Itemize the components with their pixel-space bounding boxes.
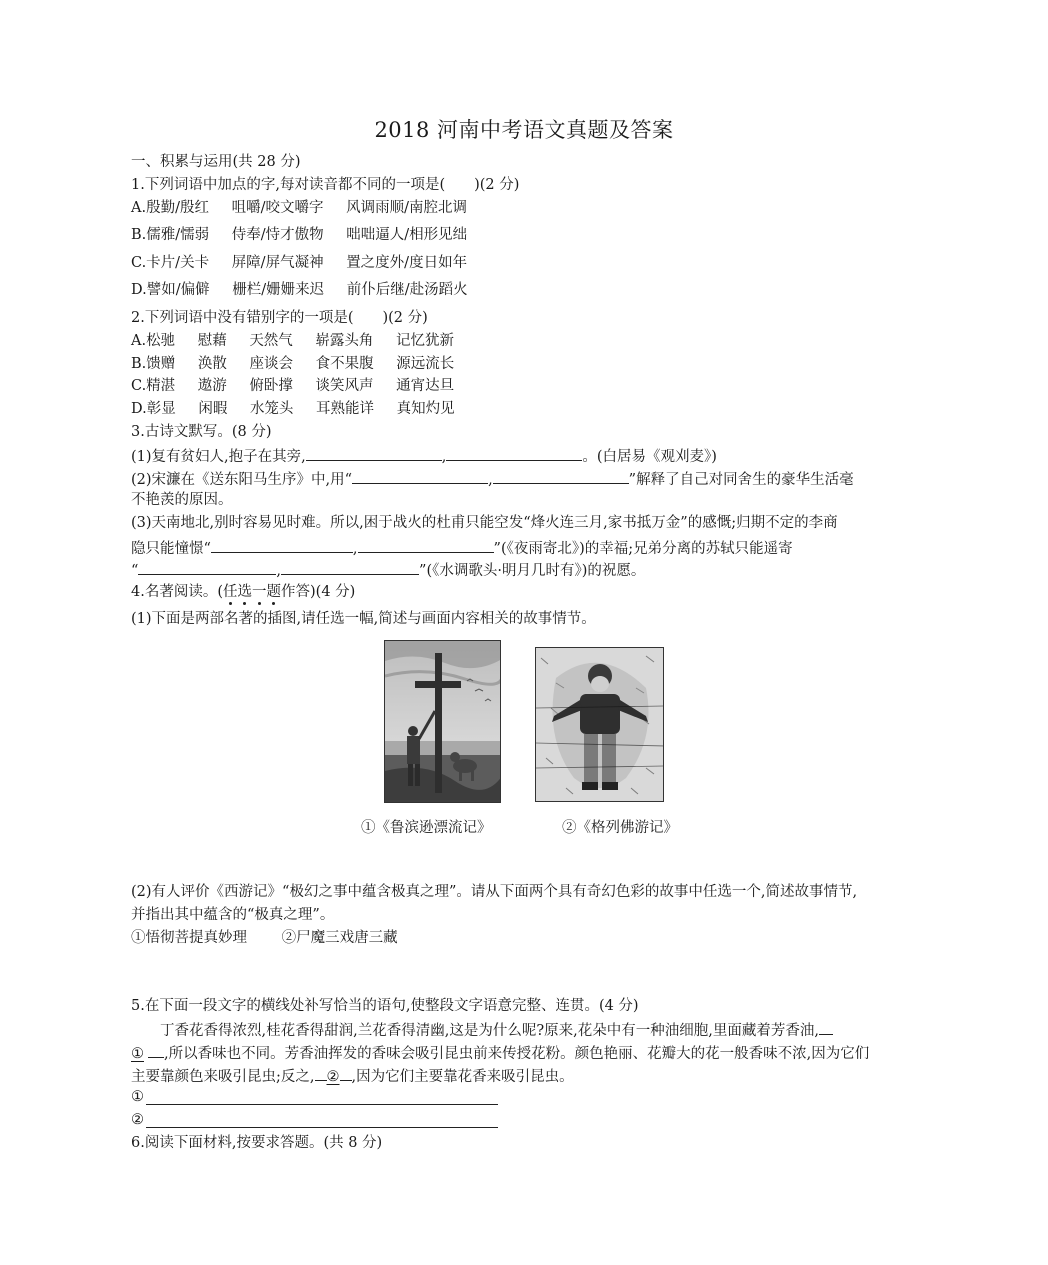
q1-option-d: [131, 281, 468, 299]
q5-answer-2-line[interactable]: [146, 1127, 498, 1128]
answer-blank[interactable]: [138, 560, 276, 575]
comma: ,: [352, 541, 358, 557]
q5-answer-1-label: ①: [131, 1089, 144, 1105]
q2-a-4: 崭露头角: [315, 333, 374, 349]
q2-option-c: [131, 377, 454, 395]
q5-passage-line1: [160, 1020, 833, 1040]
answer-blank[interactable]: [819, 1020, 833, 1035]
q5-passage-line2: [131, 1043, 869, 1063]
q1-option-b: [131, 226, 467, 244]
q3-p3-text-end: ”(《夜雨寄北》)的幸福;兄弟分离的苏轼只能遥寄: [493, 541, 793, 557]
q1-d-3: 前仆后继/赴汤蹈火: [346, 282, 468, 298]
q3-part3-line3: [131, 560, 645, 580]
q5-answer-2-label: ②: [131, 1112, 144, 1128]
q2-option-b: [131, 355, 454, 373]
q2-b-3: 座谈会: [249, 356, 293, 372]
q1-c-3: 置之度外/度日如年: [346, 255, 468, 271]
caption-robinson-crusoe: ①《鲁滨逊漂流记》: [361, 820, 492, 836]
q4-part1: (1)下面是两部名著的插图,请任选一幅,简述与画面内容相关的故事情节。: [131, 611, 596, 627]
q3-part2-cont: 不艳羡的原因。: [131, 492, 233, 508]
q2-a-3: 天然气: [249, 333, 293, 349]
comma: ,: [441, 449, 447, 465]
q3-p2-text: (2)宋濂在《送东阳马生序》中,用“: [131, 472, 353, 488]
answer-blank[interactable]: [358, 538, 494, 553]
q2-a-5: 记忆犹新: [396, 333, 455, 349]
q2-c-3: 俯卧撑: [249, 378, 293, 394]
q5-passage-line3: [131, 1066, 574, 1086]
q3-p3-quote: “: [131, 563, 139, 579]
q1-b-3: 咄咄逼人/相形见绌: [346, 227, 468, 243]
q4-part2: (2)有人评价《西游记》“极幻之事中蕴含极真之理”。请从下面两个具有奇幻色彩的故事中任选一个,简述故事情节,: [131, 884, 858, 900]
q1-c-2: 屏障/屏气凝神: [231, 255, 324, 271]
q3-p3-source: ”(《水调歌头·明月几时有》)的祝愿。: [419, 563, 646, 579]
q5-passage-text-2: ,所以香味也不同。芳香油挥发的香味会吸引昆虫前来传授花粉。颜色艳丽、花瓣大的花一般香味不浓,因为它们: [164, 1046, 870, 1062]
emphasis-char: 一: [252, 584, 267, 600]
q3-p1-source: 。(白居易《观刈麦》): [582, 449, 717, 465]
answer-blank[interactable]: [352, 469, 488, 484]
emphasis-char: 题: [266, 584, 281, 600]
q2-d-1: D.彰显: [131, 401, 176, 417]
gullivers-travels-image: [536, 648, 664, 802]
q4-option-2: ②尸魔三戏唐三藏: [281, 930, 398, 946]
q1-b-2: 侍奉/恃才傲物: [231, 227, 324, 243]
q2-d-2: 闲暇: [198, 401, 228, 417]
answer-blank[interactable]: [493, 469, 629, 484]
q4-part2-options: [131, 929, 398, 947]
q2-c-2: 遨游: [197, 378, 227, 394]
q1-a-2: 咀嚼/咬文嚼字: [231, 200, 324, 216]
q2-d-3: 水笼头: [249, 401, 294, 417]
robinson-crusoe-illustration: [384, 640, 501, 803]
q1-c-1: C.卡片/关卡: [131, 255, 210, 271]
q4-option-1: ①悟彻菩提真妙理: [131, 930, 247, 946]
q2-b-4: 食不果腹: [315, 356, 374, 372]
q5-passage-text: 丁香花香得浓烈,桂花香得甜润,兰花香得清幽,这是为什么呢?原来,花朵中有一种油细胞,里面藏着芳香油,: [160, 1023, 819, 1039]
q1-a-1: A.殷勤/殷红: [131, 200, 209, 216]
q2-d-5: 真知灼见: [396, 401, 455, 417]
caption-gullivers-travels: ②《格列佛游记》: [562, 820, 678, 836]
q3-p2-text-end: ”解释了自己对同舍生的豪华生活毫: [628, 472, 854, 488]
answer-blank[interactable]: [446, 446, 582, 461]
q2-c-4: 谈笑风声: [315, 378, 374, 394]
q1-d-1: D.譬如/偏僻: [131, 282, 210, 298]
q5-passage-text-3: 主要靠颜色来吸引昆虫;反之,: [131, 1069, 315, 1085]
q4-stem: [131, 583, 355, 601]
gullivers-travels-illustration: [535, 647, 664, 802]
emphasis-char: 任: [223, 584, 238, 600]
q1-d-2: 栅栏/姗姗来迟: [232, 282, 325, 298]
answer-blank[interactable]: [281, 560, 419, 575]
q2-c-1: C.精湛: [131, 378, 176, 394]
q1-stem: 1.下列词语中加点的字,每对读音都不同的一项是( )(2 分): [131, 177, 520, 193]
q2-b-5: 源远流长: [396, 356, 455, 372]
q2-option-d: [131, 400, 455, 418]
robinson-crusoe-image: [385, 641, 501, 803]
answer-blank[interactable]: [306, 446, 442, 461]
q4-stem-end: 作答)(4 分): [281, 584, 356, 600]
answer-blank[interactable]: [211, 538, 353, 553]
q5-passage-text-3-end: ,因为它们主要靠花香来吸引昆虫。: [351, 1069, 574, 1085]
q1-b-1: B.儒雅/懦弱: [131, 227, 210, 243]
q3-stem: 3.古诗文默写。(8 分): [131, 424, 272, 440]
q4-stem-emphasis: [223, 584, 281, 600]
q3-p3-text: 隐只能憧憬“: [131, 541, 211, 557]
comma: ,: [488, 472, 493, 488]
q5-blank-2-marker: ②: [326, 1069, 340, 1085]
q2-a-1: A.松驰: [131, 333, 176, 349]
q2-option-a: [131, 332, 454, 350]
q2-stem: 2.下列词语中没有错别字的一项是( )(2 分): [131, 310, 428, 326]
q2-b-2: 涣散: [197, 356, 227, 372]
q3-part3: (3)天南地北,别时容易见时难。所以,困于战火的杜甫只能空发“烽火连三月,家书抵万金”的感慨;归期不定的李商: [131, 515, 838, 531]
q4-stem-start: 4.名著阅读。(: [131, 584, 223, 600]
q1-a-3: 风调雨顺/南腔北调: [346, 200, 467, 216]
q6-stem: 6.阅读下面材料,按要求答题。(共 8 分): [131, 1135, 383, 1151]
q2-b-1: B.馈赠: [131, 356, 176, 372]
q5-answer-1-line[interactable]: [146, 1104, 498, 1105]
q5-blank-1-marker: ①: [131, 1046, 144, 1062]
answer-blank[interactable]: [315, 1066, 327, 1081]
emphasis-char: 选: [237, 584, 252, 600]
answer-blank[interactable]: [340, 1066, 352, 1081]
q2-c-5: 通宵达旦: [396, 378, 455, 394]
comma: ,: [276, 563, 282, 579]
q3-part2: [131, 469, 854, 489]
section-heading: 一、积累与运用(共 28 分): [131, 154, 301, 170]
q5-stem: 5.在下面一段文字的横线处补写恰当的语句,使整段文字语意完整、连贯。(4 分): [131, 998, 639, 1014]
page-title: 2018 河南中考语文真题及答案: [374, 118, 674, 142]
q3-p1-text: (1)复有贫妇人,抱子在其旁,: [131, 449, 306, 465]
q3-part3-line2: [131, 538, 793, 558]
answer-blank[interactable]: [148, 1043, 164, 1058]
q2-d-4: 耳熟能详: [316, 401, 375, 417]
q4-part2-cont: 并指出其中蕴含的“极真之理”。: [131, 907, 335, 923]
q1-option-a: [131, 199, 467, 217]
q1-option-c: [131, 254, 467, 272]
q2-a-2: 慰藉: [197, 333, 227, 349]
q3-part1: [131, 446, 717, 466]
